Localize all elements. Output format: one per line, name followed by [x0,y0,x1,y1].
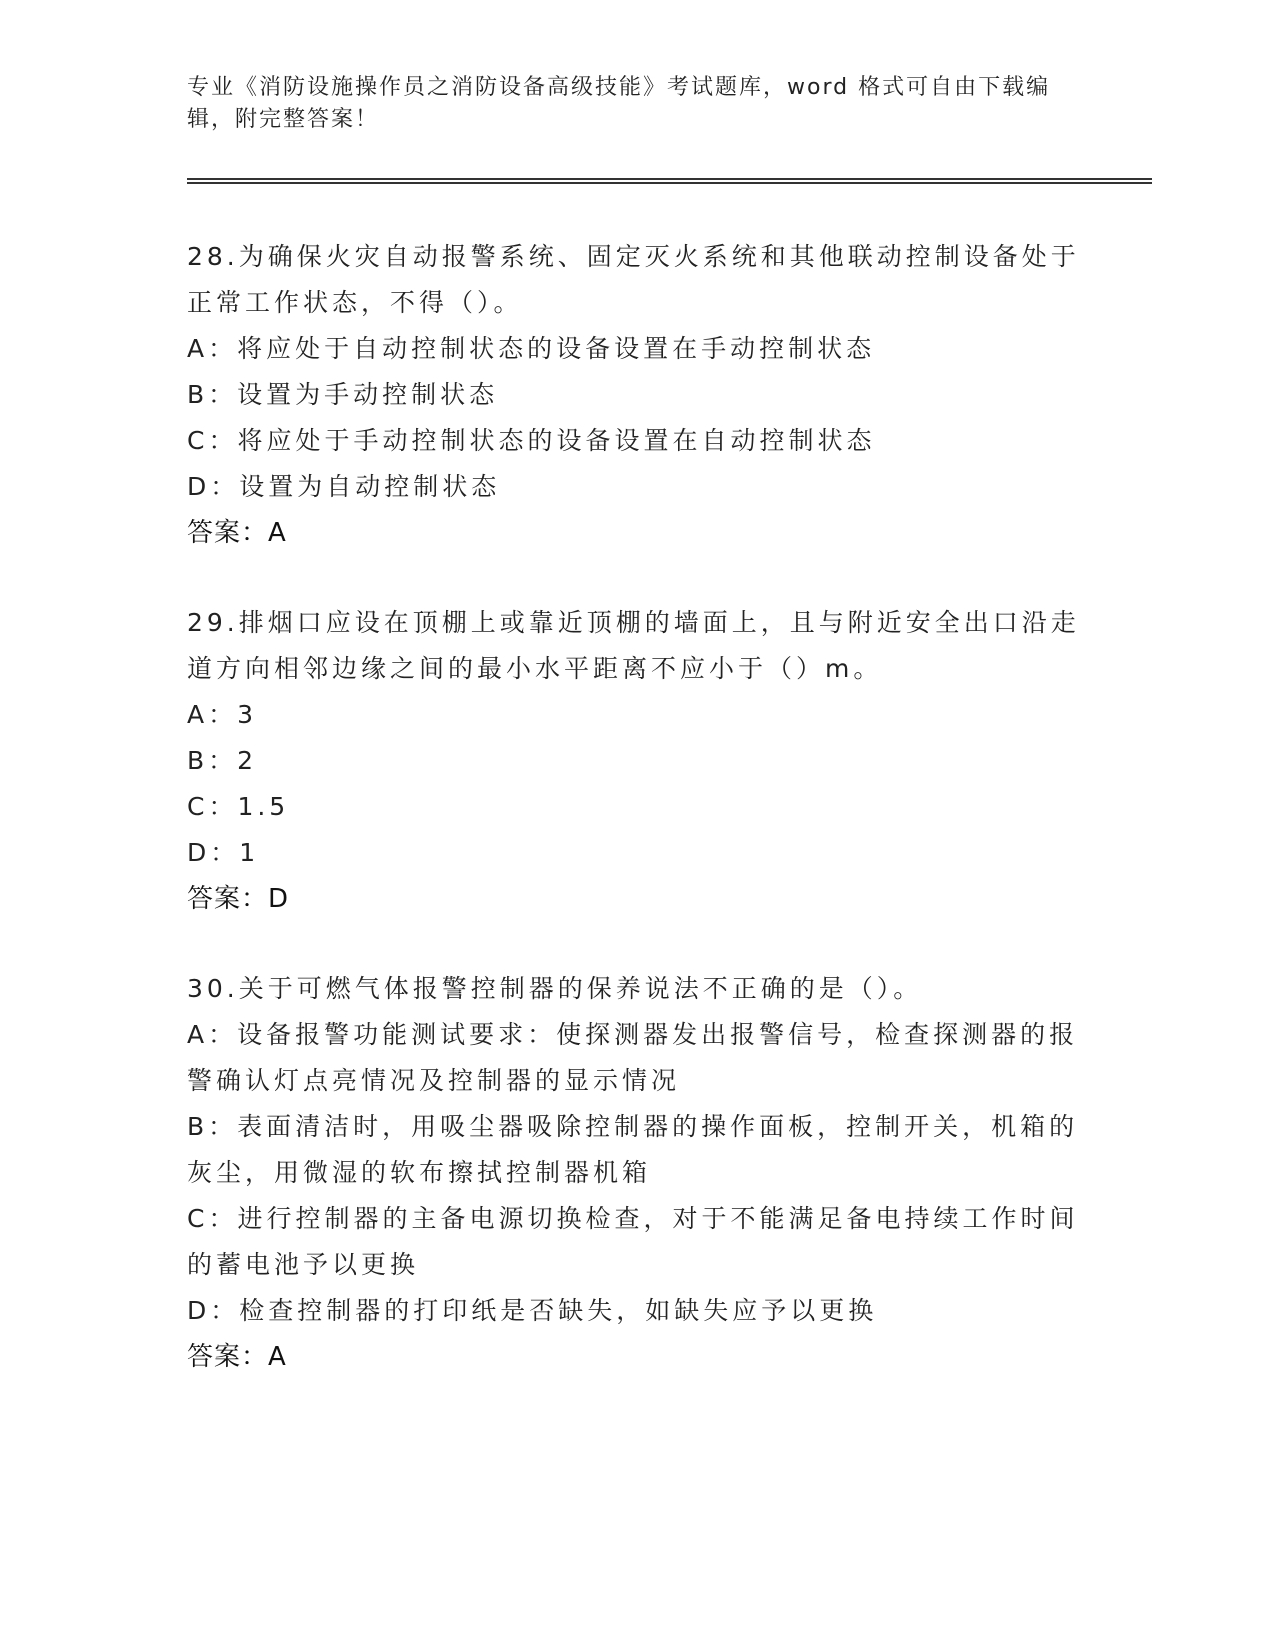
answer-label: 答案：A [187,518,287,548]
option-a: A：将应处于自动控制状态的设备设置在手动控制状态 [187,334,876,363]
option-c-continued: 的蓄电池予以更换 [187,1250,420,1279]
option-c: C：1.5 [187,792,290,821]
option-d: D：1 [187,838,260,867]
option-a: A：设备报警功能测试要求：使探测器发出报警信号，检查探测器的报 [187,1020,1079,1049]
header-divider [187,178,1152,184]
question-30 [187,966,1087,1380]
question-stem-line: 正常工作状态，不得（）。 [187,288,523,317]
question-stem-line: 30.关于可燃气体报警控制器的保养说法不正确的是（）。 [187,974,923,1003]
question-28 [187,234,1087,556]
question-stem-line: 29.排烟口应设在顶棚上或靠近顶棚的墙面上，且与附近安全出口沿走 [187,608,1080,637]
question-stem-line: 道方向相邻边缘之间的最小水平距离不应小于（）m。 [187,654,883,683]
document-header [187,72,1067,136]
question-29 [187,600,1087,922]
answer-label: 答案：A [187,1342,287,1372]
option-b: B：设置为手动控制状态 [187,380,499,409]
option-c: C：进行控制器的主备电源切换检查，对于不能满足备电持续工作时间 [187,1204,1079,1233]
option-b-continued: 灰尘，用微湿的软布擦拭控制器机箱 [187,1158,652,1187]
option-b: B：表面清洁时，用吸尘器吸除控制器的操作面板，控制开关，机箱的 [187,1112,1079,1141]
option-a: A：3 [187,700,258,729]
option-a-continued: 警确认灯点亮情况及控制器的显示情况 [187,1066,681,1095]
question-list [187,234,1087,1424]
answer-label: 答案：D [187,884,290,914]
header-line-2: 辑，附完整答案！ [187,107,380,132]
option-c: C：将应处于手动控制状态的设备设置在自动控制状态 [187,426,876,455]
question-stem-line: 28.为确保火灾自动报警系统、固定灭火系统和其他联动控制设备处于 [187,242,1080,271]
option-d: D：检查控制器的打印纸是否缺失，如缺失应予以更换 [187,1296,878,1325]
header-line-1: 专业《消防设施操作员之消防设备高级技能》考试题库，word 格式可自由下载编 [187,75,1051,100]
option-d: D：设置为自动控制状态 [187,472,501,501]
option-b: B：2 [187,746,258,775]
